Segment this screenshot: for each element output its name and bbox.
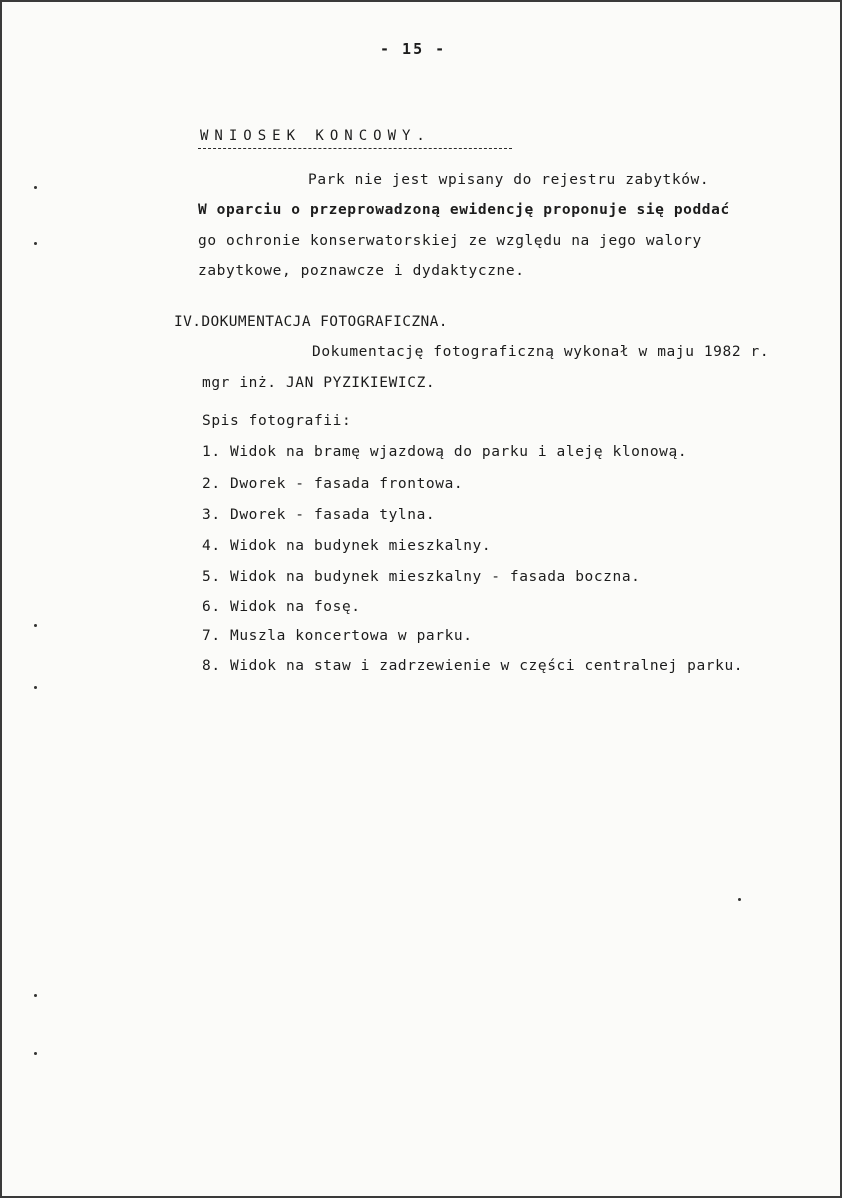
document-page	[2, 2, 840, 1196]
conclusion-line-2: W oparciu o przeprowadzoną ewidencję proponuje się poddać	[198, 202, 730, 218]
scan-speck	[34, 186, 37, 189]
page-number: - 15 -	[380, 40, 447, 58]
scan-speck	[34, 686, 37, 689]
scan-speck	[34, 1052, 37, 1055]
conclusion-line-3: go ochronie konserwatorskiej ze względu na jego walory	[198, 233, 702, 249]
conclusion-heading: WNIOSEK KONCOWY.	[200, 128, 431, 144]
scan-speck	[34, 242, 37, 245]
photo-list-item: 2. Dworek - fasada frontowa.	[202, 476, 464, 492]
photo-list-title: Spis fotografii:	[202, 413, 352, 429]
conclusion-line-4: zabytkowe, poznawcze i dydaktyczne.	[198, 263, 525, 279]
photo-list-item: 4. Widok na budynek mieszkalny.	[202, 538, 492, 554]
photo-list-item: 1. Widok na bramę wjazdową do parku i aleję klonową.	[202, 444, 688, 460]
photo-list-item: 8. Widok na staw i zadrzewienie w części centralnej parku.	[202, 658, 744, 674]
heading-underline	[198, 148, 512, 149]
documentation-line-1: Dokumentację fotograficzną wykonał w maju 1982 r.	[312, 344, 770, 360]
section-heading-photo-documentation: IV.DOKUMENTACJA FOTOGRAFICZNA.	[174, 314, 448, 330]
scan-speck	[34, 994, 37, 997]
photo-list-item: 5. Widok na budynek mieszkalny - fasada boczna.	[202, 569, 641, 585]
conclusion-line-1: Park nie jest wpisany do rejestru zabytków.	[308, 172, 710, 188]
photo-list-item: 6. Widok na fosę.	[202, 599, 361, 615]
scan-speck	[34, 624, 37, 627]
scan-speck	[738, 898, 741, 901]
documentation-line-2: mgr inż. JAN PYZIKIEWICZ.	[202, 375, 436, 391]
photo-list-item: 3. Dworek - fasada tylna.	[202, 507, 436, 523]
photo-list-item: 7. Muszla koncertowa w parku.	[202, 628, 473, 644]
